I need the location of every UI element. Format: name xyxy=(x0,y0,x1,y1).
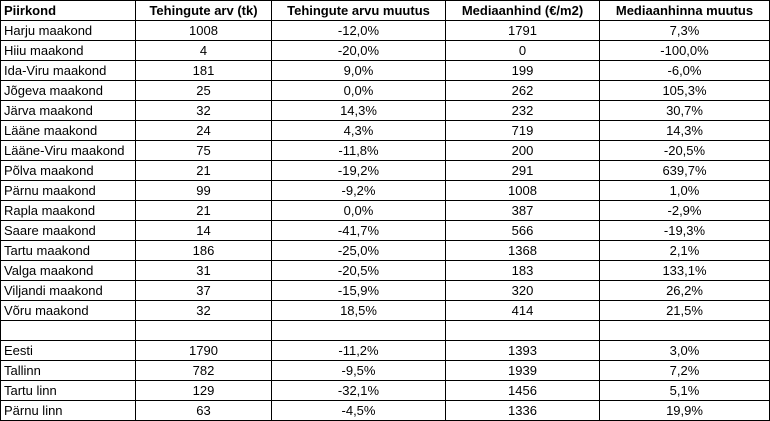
cell-transaction-count: 782 xyxy=(136,361,272,381)
table-row xyxy=(1,81,770,101)
cell-median-price-change: 30,7% xyxy=(600,101,770,121)
cell-transaction-count: 14 xyxy=(136,221,272,241)
cell-median-price: 414 xyxy=(446,301,600,321)
cell-median-price: 387 xyxy=(446,201,600,221)
header-median-price: Mediaanhind (€/m2) xyxy=(446,1,600,21)
cell-region: Jõgeva maakond xyxy=(1,81,136,101)
cell-transaction-count: 186 xyxy=(136,241,272,261)
cell-median-price-change: -20,5% xyxy=(600,141,770,161)
cell-transaction-count: 1790 xyxy=(136,341,272,361)
header-median-price-change: Mediaanhinna muutus xyxy=(600,1,770,21)
cell-transaction-count-change: -9,5% xyxy=(272,361,446,381)
cell-region: Lääne maakond xyxy=(1,121,136,141)
cell-transaction-count-change: 0,0% xyxy=(272,201,446,221)
table-row xyxy=(1,61,770,81)
header-transaction-count-change: Tehingute arvu muutus xyxy=(272,1,446,21)
cell-median-price-change: 21,5% xyxy=(600,301,770,321)
header-row xyxy=(1,1,770,21)
table-row xyxy=(1,321,770,341)
cell-transaction-count-change: 4,3% xyxy=(272,121,446,141)
cell-transaction-count-change: 14,3% xyxy=(272,101,446,121)
cell-transaction-count-change: -19,2% xyxy=(272,161,446,181)
table-row xyxy=(1,281,770,301)
cell-region: Tartu maakond xyxy=(1,241,136,261)
cell-region: Valga maakond xyxy=(1,261,136,281)
cell-transaction-count-change: -4,5% xyxy=(272,401,446,421)
cell-transaction-count: 21 xyxy=(136,161,272,181)
cell-median-price-change: 105,3% xyxy=(600,81,770,101)
cell-median-price: 232 xyxy=(446,101,600,121)
cell-transaction-count-change xyxy=(272,321,446,341)
table-row xyxy=(1,261,770,281)
table-row xyxy=(1,101,770,121)
cell-transaction-count: 37 xyxy=(136,281,272,301)
cell-median-price: 1368 xyxy=(446,241,600,261)
table-row xyxy=(1,201,770,221)
cell-median-price: 1791 xyxy=(446,21,600,41)
cell-transaction-count: 25 xyxy=(136,81,272,101)
cell-region: Lääne-Viru maakond xyxy=(1,141,136,161)
cell-transaction-count-change: -9,2% xyxy=(272,181,446,201)
header-region: Piirkond xyxy=(1,1,136,21)
cell-median-price: 183 xyxy=(446,261,600,281)
cell-transaction-count-change: -20,5% xyxy=(272,261,446,281)
cell-transaction-count-change: -25,0% xyxy=(272,241,446,261)
table-row xyxy=(1,41,770,61)
cell-transaction-count: 99 xyxy=(136,181,272,201)
cell-median-price-change: 3,0% xyxy=(600,341,770,361)
cell-region: Tartu linn xyxy=(1,381,136,401)
table-row xyxy=(1,361,770,381)
cell-transaction-count: 32 xyxy=(136,301,272,321)
cell-transaction-count: 63 xyxy=(136,401,272,421)
cell-median-price: 1939 xyxy=(446,361,600,381)
cell-transaction-count: 75 xyxy=(136,141,272,161)
table-row xyxy=(1,241,770,261)
cell-median-price: 291 xyxy=(446,161,600,181)
cell-median-price-change: 7,2% xyxy=(600,361,770,381)
cell-transaction-count-change: -32,1% xyxy=(272,381,446,401)
header-transaction-count: Tehingute arv (tk) xyxy=(136,1,272,21)
cell-median-price-change: 639,7% xyxy=(600,161,770,181)
cell-median-price: 566 xyxy=(446,221,600,241)
cell-median-price: 0 xyxy=(446,41,600,61)
cell-region: Tallinn xyxy=(1,361,136,381)
cell-transaction-count-change: 18,5% xyxy=(272,301,446,321)
cell-median-price: 1008 xyxy=(446,181,600,201)
table-row xyxy=(1,181,770,201)
cell-median-price-change: 133,1% xyxy=(600,261,770,281)
cell-transaction-count-change: -20,0% xyxy=(272,41,446,61)
cell-median-price: 1336 xyxy=(446,401,600,421)
cell-transaction-count: 24 xyxy=(136,121,272,141)
cell-transaction-count-change: 9,0% xyxy=(272,61,446,81)
cell-region: Harju maakond xyxy=(1,21,136,41)
cell-region: Saare maakond xyxy=(1,221,136,241)
cell-transaction-count: 181 xyxy=(136,61,272,81)
table-row xyxy=(1,301,770,321)
cell-median-price-change: -19,3% xyxy=(600,221,770,241)
cell-transaction-count-change: -12,0% xyxy=(272,21,446,41)
cell-region: Pärnu linn xyxy=(1,401,136,421)
table-row xyxy=(1,141,770,161)
cell-median-price xyxy=(446,321,600,341)
cell-median-price-change: 14,3% xyxy=(600,121,770,141)
table-row xyxy=(1,401,770,421)
cell-transaction-count: 32 xyxy=(136,101,272,121)
cell-transaction-count: 129 xyxy=(136,381,272,401)
cell-median-price-change: -2,9% xyxy=(600,201,770,221)
cell-region: Rapla maakond xyxy=(1,201,136,221)
table-row xyxy=(1,21,770,41)
cell-median-price-change: 19,9% xyxy=(600,401,770,421)
cell-median-price: 1456 xyxy=(446,381,600,401)
cell-median-price: 719 xyxy=(446,121,600,141)
cell-transaction-count: 4 xyxy=(136,41,272,61)
table-row xyxy=(1,221,770,241)
cell-transaction-count-change: -15,9% xyxy=(272,281,446,301)
table-row xyxy=(1,121,770,141)
cell-transaction-count: 31 xyxy=(136,261,272,281)
cell-median-price: 320 xyxy=(446,281,600,301)
cell-median-price-change: -100,0% xyxy=(600,41,770,61)
table-row xyxy=(1,381,770,401)
cell-median-price-change: 26,2% xyxy=(600,281,770,301)
cell-median-price: 199 xyxy=(446,61,600,81)
cell-median-price: 200 xyxy=(446,141,600,161)
cell-median-price-change: -6,0% xyxy=(600,61,770,81)
cell-transaction-count: 21 xyxy=(136,201,272,221)
cell-median-price-change xyxy=(600,321,770,341)
cell-region: Ida-Viru maakond xyxy=(1,61,136,81)
cell-median-price-change: 2,1% xyxy=(600,241,770,261)
cell-region: Võru maakond xyxy=(1,301,136,321)
cell-region: Hiiu maakond xyxy=(1,41,136,61)
cell-median-price-change: 5,1% xyxy=(600,381,770,401)
cell-transaction-count-change: 0,0% xyxy=(272,81,446,101)
cell-region: Eesti xyxy=(1,341,136,361)
cell-transaction-count-change: -11,2% xyxy=(272,341,446,361)
cell-median-price-change: 7,3% xyxy=(600,21,770,41)
cell-median-price-change: 1,0% xyxy=(600,181,770,201)
cell-region: Pärnu maakond xyxy=(1,181,136,201)
table-row xyxy=(1,161,770,181)
cell-region: Viljandi maakond xyxy=(1,281,136,301)
cell-region: Järva maakond xyxy=(1,101,136,121)
cell-median-price: 1393 xyxy=(446,341,600,361)
cell-transaction-count xyxy=(136,321,272,341)
table-row xyxy=(1,341,770,361)
cell-transaction-count-change: -41,7% xyxy=(272,221,446,241)
cell-region: Põlva maakond xyxy=(1,161,136,181)
cell-transaction-count: 1008 xyxy=(136,21,272,41)
table-body xyxy=(1,21,770,421)
cell-median-price: 262 xyxy=(446,81,600,101)
cell-region xyxy=(1,321,136,341)
cell-transaction-count-change: -11,8% xyxy=(272,141,446,161)
